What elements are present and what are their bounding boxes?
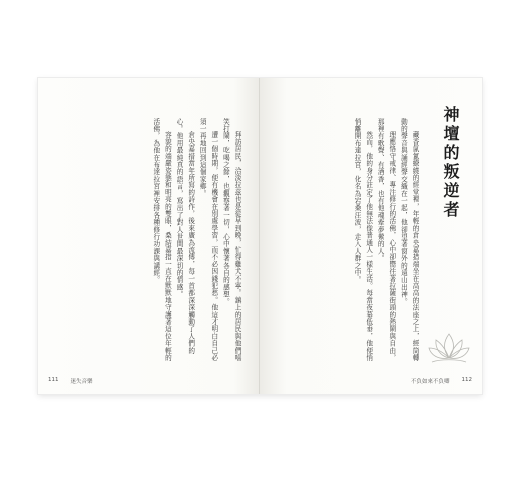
left-page (38, 78, 260, 394)
left-paragraph-1: 拜訪居民，洽淡拉茲也是從早到晚，忙得雞犬不寧。鎮上的居民與他們嘻笑打鬧，吃喝之餘，也觀察著一切，心中懷著各自的感想。 (221, 118, 241, 362)
left-paragraph-4: 容貌的端嚴姿態和明亮的雙眼，桑結嘉措一直在默默地守護著這位年輕的活佛，為他在布達拉宮裡安排各種修行功課與講經。 (151, 118, 172, 362)
right-page-number: 112 (461, 377, 472, 383)
right-paragraph-2: 理應恪守戒律、專注修行的活佛，心中卻嚮往著拉薩街頭的熱鬧與自由，那裡有歌聲、有酒香，也有他魂牽夢縈的人。 (376, 118, 396, 362)
left-running-head: 迷失音樂 (70, 379, 93, 385)
lotus-icon (426, 328, 472, 368)
right-paragraph-1: 藏香氤氳繚繞的經堂裡，年輕的倉央嘉措端坐在高高的法座之上，經筒轉動的聲音與誦經聲交織在一起，他卻望著窗外的遠山出神。 (399, 118, 419, 362)
left-page-number: 111 (48, 377, 59, 383)
right-paragraph-3: 然而，他的身分註定了他無法像普通人一樣生活。每當夜幕低垂，他便悄悄離開布達拉宮，化名為宕桑汪波，走入人群之中。 (353, 118, 373, 362)
right-page-body (282, 118, 420, 368)
right-footer (411, 377, 472, 385)
left-paragraph-2: 遭一個時期，便有機會在別處學習，而不必因錢犯愁。他這才明白自己必須一再地回到這個家鄉。 (198, 118, 218, 362)
open-book (38, 78, 482, 394)
left-page-body (56, 118, 242, 368)
left-paragraph-3: 倉央嘉措當年所寫的詩作，後來廣為流傳，每一首都深深觸動了人們的心。他用最純真的語言，寫出了對人世間最深切的情感。 (175, 118, 195, 355)
chapter-title: 神壇的叛逆者 (441, 106, 460, 220)
right-running-head: 不負如來不負卿 (410, 379, 450, 385)
left-footer (48, 377, 93, 385)
right-page (260, 78, 482, 394)
